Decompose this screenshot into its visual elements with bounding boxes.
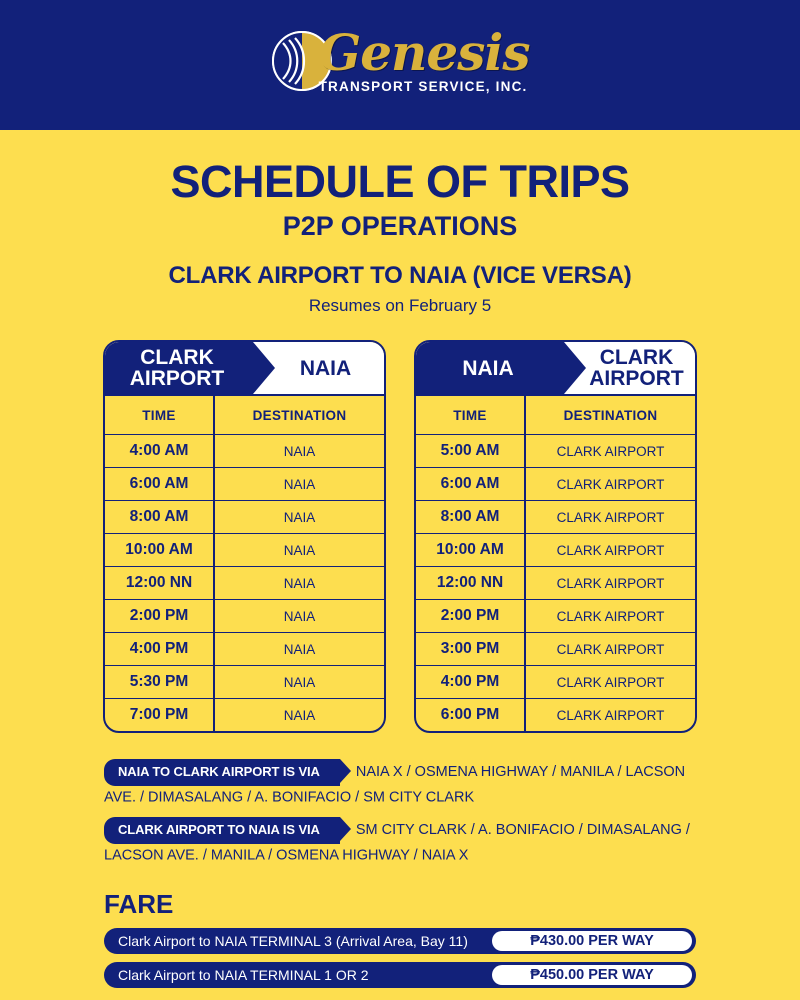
cell-time: 6:00 PM (416, 699, 526, 731)
route-info (104, 759, 704, 867)
table-row (105, 632, 384, 665)
table-header-direction (105, 342, 384, 394)
cell-time: 12:00 NN (105, 567, 215, 599)
table-row (105, 467, 384, 500)
table-header-direction (416, 342, 695, 394)
cell-destination: CLARK AIRPORT (556, 509, 665, 525)
header-destination: NAIA (299, 356, 352, 380)
fare-section (104, 889, 696, 988)
column-header-row (105, 394, 384, 434)
route-title: CLARK AIRPORT TO NAIA (VICE VERSA) (168, 262, 632, 290)
cell-time: 8:00 AM (416, 501, 526, 533)
route-badge: CLARK AIRPORT TO NAIA IS VIA (104, 817, 340, 844)
brand-header-band (0, 0, 800, 130)
cell-destination: NAIA (283, 575, 316, 591)
cell-time: 5:30 PM (105, 666, 215, 698)
header-origin: NAIA (416, 342, 564, 394)
fare-row (104, 962, 696, 988)
cell-destination: NAIA (283, 509, 316, 525)
logo-brand-name: Genesis (318, 23, 530, 83)
logo-tagline: TRANSPORT SERVICE, INC. (318, 79, 528, 95)
schedule-tables (0, 340, 800, 733)
header-origin: CLARK AIRPORT (105, 342, 253, 394)
fare-row (104, 928, 696, 954)
cell-destination: CLARK AIRPORT (556, 707, 665, 723)
column-header-destination: DESTINATION (563, 407, 658, 423)
schedule-table-naia-to-clark (414, 340, 697, 733)
table-row (416, 599, 695, 632)
table-row (416, 434, 695, 467)
header-destination: CLARK AIRPORT (589, 346, 684, 391)
route-line-clark-to-naia (104, 817, 704, 867)
schedule-table-clark-to-naia (103, 340, 386, 733)
fare-label: Clark Airport to NAIA TERMINAL 3 (Arrival Area, Bay 11) (118, 933, 468, 950)
cell-time: 4:00 AM (105, 435, 215, 467)
fare-label: Clark Airport to NAIA TERMINAL 1 OR 2 (118, 967, 369, 984)
cell-destination: NAIA (283, 443, 316, 459)
cell-destination: NAIA (283, 674, 316, 690)
table-row (416, 500, 695, 533)
cell-destination: CLARK AIRPORT (556, 542, 665, 558)
cell-time: 8:00 AM (105, 501, 215, 533)
cell-time: 4:00 PM (416, 666, 526, 698)
cell-time: 12:00 NN (416, 567, 526, 599)
cell-destination: NAIA (283, 707, 316, 723)
fare-price: ₱430.00 PER WAY (492, 931, 692, 951)
cell-time: 6:00 AM (416, 468, 526, 500)
table-row (416, 533, 695, 566)
cell-time: 10:00 AM (105, 534, 215, 566)
table-row (105, 434, 384, 467)
route-path-text: NAIA X / OSMENA HIGHWAY / MANILA / LACSON AVE. / DIMASALANG / A. BONIFACIO / SM CITY CLARK (104, 764, 686, 806)
column-header-destination: DESTINATION (252, 407, 347, 423)
cell-destination: CLARK AIRPORT (556, 575, 665, 591)
cell-destination: NAIA (283, 641, 316, 657)
cell-time: 2:00 PM (105, 600, 215, 632)
cell-destination: CLARK AIRPORT (556, 674, 665, 690)
table-row (105, 665, 384, 698)
title-block (0, 130, 800, 316)
cell-destination: CLARK AIRPORT (556, 443, 665, 459)
cell-time: 3:00 PM (416, 633, 526, 665)
table-row (416, 566, 695, 599)
cell-destination: CLARK AIRPORT (556, 476, 665, 492)
cell-time: 10:00 AM (416, 534, 526, 566)
table-row (105, 599, 384, 632)
cell-destination: NAIA (283, 542, 316, 558)
table-row (105, 698, 384, 731)
route-line-naia-to-clark (104, 759, 704, 809)
cell-time: 4:00 PM (105, 633, 215, 665)
page-title: SCHEDULE OF TRIPS (170, 156, 630, 207)
cell-time: 6:00 AM (105, 468, 215, 500)
table-row (416, 698, 695, 731)
table-row (416, 665, 695, 698)
fare-price: ₱450.00 PER WAY (492, 965, 692, 985)
table-row (105, 500, 384, 533)
fare-heading: FARE (104, 889, 174, 920)
resume-note: Resumes on February 5 (308, 296, 492, 316)
column-header-row (416, 394, 695, 434)
table-row (416, 632, 695, 665)
cell-time: 7:00 PM (105, 699, 215, 731)
cell-destination: CLARK AIRPORT (556, 641, 665, 657)
column-header-time: TIME (105, 396, 215, 434)
cell-time: 2:00 PM (416, 600, 526, 632)
genesis-logo (271, 23, 530, 95)
route-badge: NAIA TO CLARK AIRPORT IS VIA (104, 759, 340, 786)
cell-destination: NAIA (283, 608, 316, 624)
cell-time: 5:00 AM (416, 435, 526, 467)
column-header-time: TIME (416, 396, 526, 434)
table-row (416, 467, 695, 500)
cell-destination: NAIA (283, 476, 316, 492)
route-path-text: SM CITY CLARK / A. BONIFACIO / DIMASALANG / LACSON AVE. / MANILA / OSMENA HIGHWAY / NAIA X (104, 822, 690, 864)
cell-destination: CLARK AIRPORT (556, 608, 665, 624)
table-row (105, 533, 384, 566)
table-row (105, 566, 384, 599)
page-subtitle: P2P OPERATIONS (282, 211, 518, 242)
logo-wordmark (318, 23, 530, 95)
